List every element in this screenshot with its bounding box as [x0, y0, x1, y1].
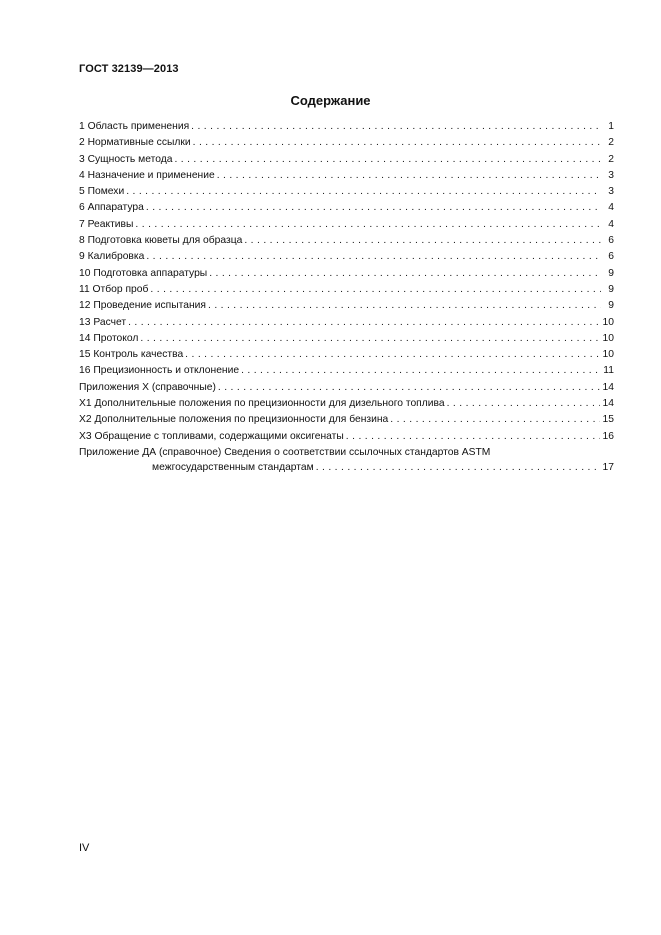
document-code: ГОСТ 32139—2013: [79, 63, 179, 75]
toc-entry[interactable]: [79, 184, 614, 200]
toc-entry-appendix-da[interactable]: [79, 445, 614, 475]
toc-entry-page: 6: [608, 251, 614, 263]
toc-entry[interactable]: [79, 315, 614, 331]
toc-entry-label: 16 Прецизионность и отклонение: [79, 365, 240, 377]
toc-entry-page: 14: [602, 398, 614, 410]
toc-entry-page: 10: [602, 349, 614, 361]
toc-leader-dots: [447, 396, 600, 412]
toc-entry-label: 2 Нормативные ссылки: [79, 137, 191, 149]
toc-entry-page: 2: [608, 153, 614, 165]
toc-leader-dots: [193, 135, 601, 151]
toc-entry-page: 10: [602, 332, 614, 344]
toc-entry-label: X1 Дополнительные положения по прецизионности для дизельного топлива: [79, 398, 445, 410]
toc-title: Содержание: [290, 93, 371, 108]
toc-leader-dots: [146, 249, 601, 265]
toc-entry[interactable]: [79, 282, 614, 298]
toc-entry-page: 10: [602, 316, 614, 328]
toc-entry-label: 13 Расчет: [79, 316, 127, 328]
toc-entry[interactable]: [79, 412, 614, 428]
toc-entry[interactable]: [79, 200, 614, 216]
toc-entry-label: X3 Обращение с топливами, содержащими оксигенаты: [79, 430, 344, 442]
toc-leader-dots: [150, 282, 601, 298]
toc-entry-page: 3: [608, 186, 614, 198]
toc-entry-page: 9: [608, 300, 614, 312]
toc-entry-page: 17: [602, 462, 614, 474]
toc-leader-dots: [208, 298, 601, 314]
toc-entry-label: 14 Протокол: [79, 332, 139, 344]
toc-entry-page: 11: [603, 365, 614, 377]
toc-entry-label: 5 Помехи: [79, 186, 125, 198]
table-of-contents: [79, 119, 614, 475]
toc-leader-dots: [217, 168, 601, 184]
toc-entry-page: 3: [608, 169, 614, 181]
toc-entry-page: 2: [608, 137, 614, 149]
toc-leader-dots: [218, 380, 600, 396]
toc-entry-label: 7 Реактивы: [79, 218, 134, 230]
toc-entry-label-line1: Приложение ДА (справочное) Сведения о соответствии ссылочных стандартов ASTM: [79, 446, 491, 458]
toc-entry-label: 11 Отбор проб: [79, 283, 149, 295]
toc-entry[interactable]: [79, 233, 614, 249]
toc-leader-dots: [128, 315, 599, 331]
toc-leader-dots: [140, 331, 599, 347]
toc-entry-page: 4: [608, 218, 614, 230]
toc-entry-label: 4 Назначение и применение: [79, 169, 215, 181]
toc-leader-dots: [146, 200, 601, 216]
toc-entry-page: 16: [602, 430, 614, 442]
toc-entry[interactable]: [79, 135, 614, 151]
toc-entry[interactable]: [79, 331, 614, 347]
toc-entry-label: 6 Аппаратура: [79, 202, 144, 214]
toc-entry[interactable]: [79, 429, 614, 445]
toc-leader-dots: [244, 233, 601, 249]
toc-entry[interactable]: [79, 298, 614, 314]
toc-entry[interactable]: [79, 119, 614, 135]
toc-leader-dots: [126, 184, 601, 200]
toc-entry-page: 14: [602, 381, 614, 393]
toc-entry[interactable]: [79, 266, 614, 282]
toc-entry-label: 1 Область применения: [79, 121, 190, 132]
toc-leader-dots: [174, 152, 601, 168]
toc-entry[interactable]: [79, 168, 614, 184]
toc-leader-dots: [209, 266, 601, 282]
toc-entry[interactable]: [79, 396, 614, 412]
toc-entry-label: 8 Подготовка кюветы для образца: [79, 235, 243, 247]
toc-entry-page: 1: [608, 121, 614, 132]
toc-leader-dots: [390, 412, 599, 428]
toc-leader-dots: [185, 347, 599, 363]
toc-entry-page: 15: [602, 414, 614, 426]
toc-entry[interactable]: [79, 363, 614, 379]
toc-entry-label: 15 Контроль качества: [79, 349, 184, 361]
toc-entry-label: 12 Проведение испытания: [79, 300, 207, 312]
toc-leader-dots: [316, 461, 600, 475]
page-number: IV: [79, 842, 90, 854]
toc-leader-dots: [191, 119, 601, 135]
toc-entry-page: 9: [608, 283, 614, 295]
toc-leader-dots: [135, 217, 601, 233]
toc-entry-label: Приложения X (справочные): [79, 381, 216, 393]
toc-entry[interactable]: [79, 380, 614, 396]
toc-entry[interactable]: [79, 249, 614, 265]
toc-entry-page: 9: [608, 267, 614, 279]
toc-entry-page: 4: [608, 202, 614, 214]
toc-entry-label: 9 Калибровка: [79, 251, 145, 263]
toc-entry-page: 6: [608, 235, 614, 247]
toc-entry[interactable]: [79, 217, 614, 233]
toc-entry-label: X2 Дополнительные положения по прецизионности для бензина: [79, 414, 389, 426]
toc-leader-dots: [241, 363, 600, 379]
toc-entry-label: 3 Сущность метода: [79, 153, 173, 165]
toc-entry-label-line2: межгосударственным стандартам: [152, 462, 314, 474]
toc-entry-label: 10 Подготовка аппаратуры: [79, 267, 208, 279]
toc-entry[interactable]: [79, 152, 614, 168]
toc-entry[interactable]: [79, 347, 614, 363]
toc-leader-dots: [346, 429, 600, 445]
